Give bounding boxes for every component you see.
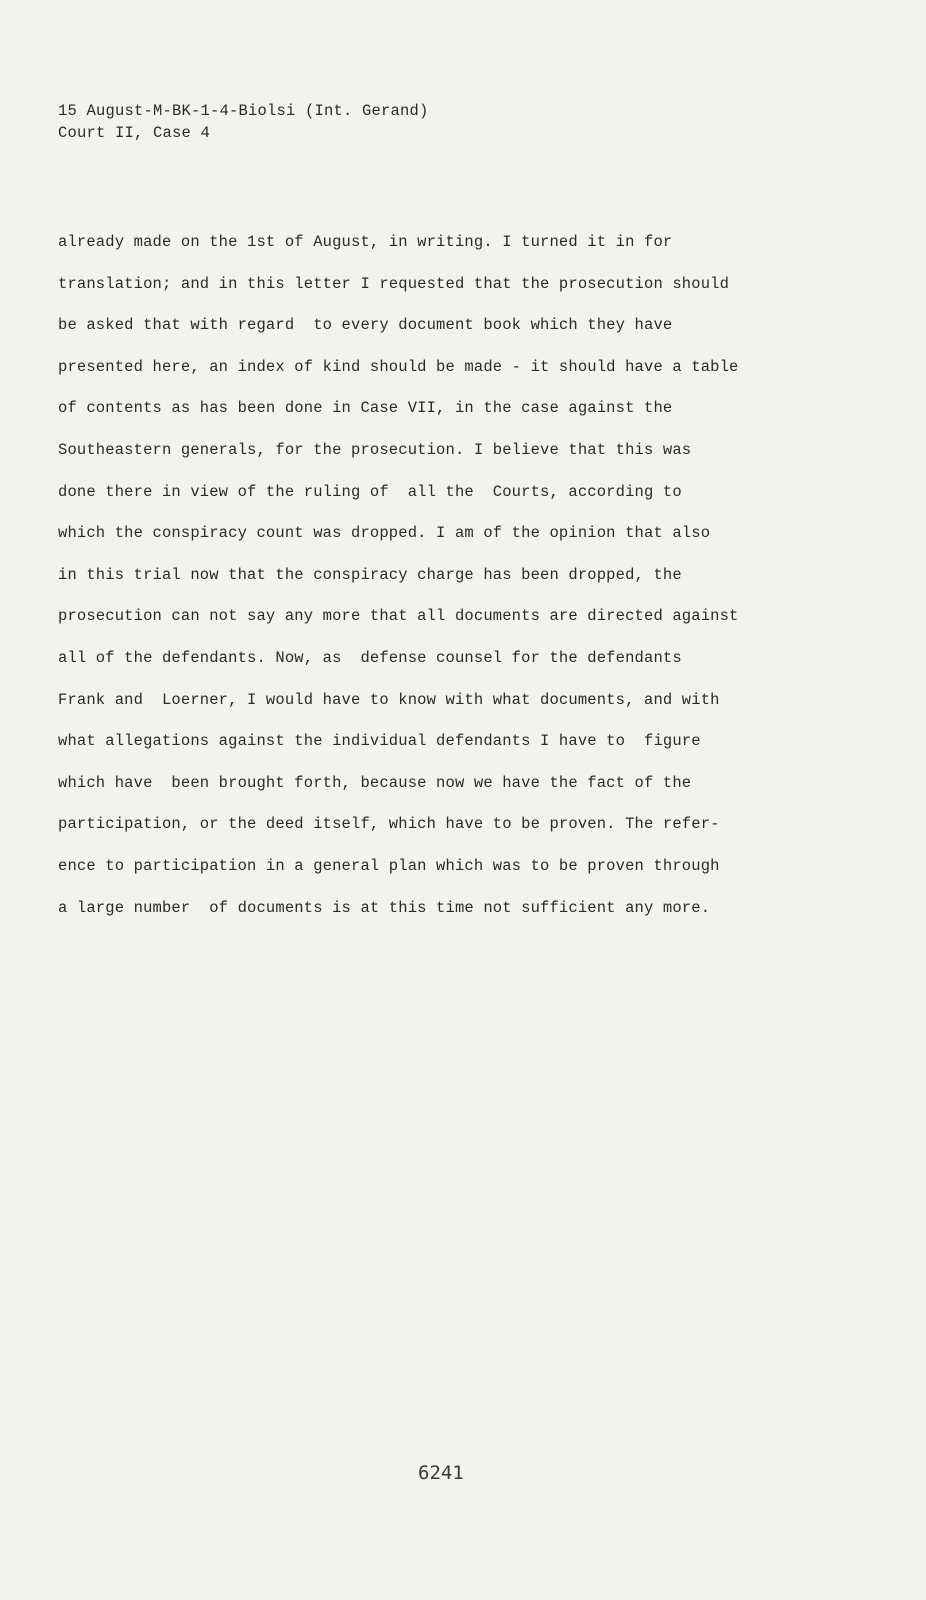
page-number: 6241 xyxy=(418,1462,464,1484)
header-line-2: Court II, Case 4 xyxy=(58,124,211,142)
body-line: translation; and in this letter I requested that the prosecution should xyxy=(58,274,730,293)
body-line: be asked that with regard to every document book which they have xyxy=(58,316,673,335)
body-line: in this trial now that the conspiracy charge has been dropped, the xyxy=(58,565,682,584)
body-line: done there in view of the ruling of all the Courts, according to xyxy=(58,482,682,501)
body-line: already made on the 1st of August, in writing. I turned it in for xyxy=(58,233,673,251)
body-line: prosecution can not say any more that all documents are directed against xyxy=(58,607,739,626)
body-line: ence to participation in a general plan which was to be proven through xyxy=(58,856,720,875)
body-line: Frank and Loerner, I would have to know with what documents, and with xyxy=(58,690,720,709)
header-line-1: 15 August-M-BK-1-4-Biolsi (Int. Gerand) xyxy=(58,102,429,120)
body-line: of contents as has been done in Case VII, in the case against the xyxy=(58,399,673,418)
body-line: all of the defendants. Now, as defense counsel for the defendants xyxy=(58,648,682,667)
body-line: which the conspiracy count was dropped. I am of the opinion that also xyxy=(58,524,711,543)
transcript-body xyxy=(58,222,888,929)
body-line: a large number of documents is at this time not sufficient any more. xyxy=(58,898,711,917)
body-line: Southeastern generals, for the prosecution. I believe that this was xyxy=(58,440,692,459)
document-header xyxy=(58,100,429,144)
body-line: presented here, an index of kind should be made - it should have a table xyxy=(58,357,739,376)
body-line: which have been brought forth, because now we have the fact of the xyxy=(58,773,692,792)
body-line: participation, or the deed itself, which have to be proven. The refer- xyxy=(58,815,720,834)
body-line: what allegations against the individual defendants I have to figure xyxy=(58,732,701,751)
